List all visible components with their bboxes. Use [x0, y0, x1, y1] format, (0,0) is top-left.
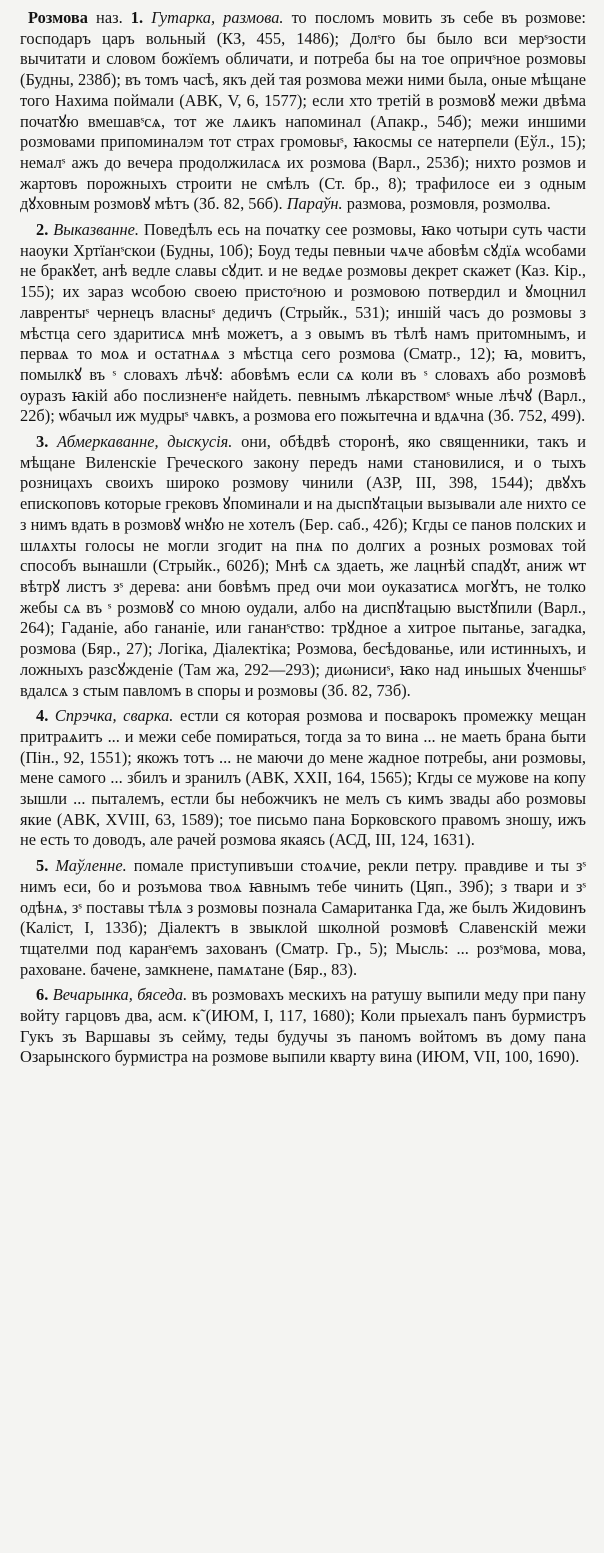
sense-number: 2.: [36, 220, 49, 240]
sense-gloss: Маўленне.: [55, 856, 127, 876]
sense-gloss: Гутарка, размова.: [151, 8, 284, 27]
sense-text: естли ся которая розмова и посварокъ промежку мещан притраѧитъ ... и межи себе помираться, тогда за то вина ... не маеть брана быти (Пін., 92, 1551); якожъ тотъ ... не маючи до мене жадное потребы, ани розмовы, мене самого ... збилъ и зранилъ (АВК, XXII, 164, 1565); Кгды се мужове на копу зышли ... пыталемъ, естли бы небожчикъ не мелъ съ кимъ звады або розмовы якие (АВК, XVIII, 63, 1589); тое письмо пана Борковского правомъ зношу, ижъ не есть то доводъ, але рачей розмова якаясь (АСД, III, 124, 1631).: [20, 706, 586, 850]
sense-3: [20, 432, 586, 701]
sense-5: [20, 856, 586, 980]
sense-gloss: Абмеркаванне, дыскусія.: [56, 432, 233, 452]
sense-text: они, обѣдвѣ сторонѣ, яко священники, такъ и мѣщане Виленскіе Греческого закону передъ нами становилися, и о тыхъ розницахъ своихъ широко розмову чинили (АЗР, III, 398, 1544); двꙋхъ епископовъ которые грековъ ꙋпоминали и на дыспꙋтацыи вызывали але нихто се з нимъ вдать в розмовꙋ ѡнꙋю не хотелъ (Бер. саб., 42б); Кгды се панов полских и шлѧхты голосы не могли згодит на пнѧ по долгих а розных розмовах той способъ вынашли (Стрыйк., 602б); Мнѣ сѧ здаеть, же лацнѣй спадꙋт, аниж ѡт вѣтрꙋ листъ зˢ дерева: ани бовѣмъ пред очи мои оуказатисѧ могꙋтъ, не толко жебы сѧ въ ˢ розмовꙋ со мною оудали, албо на диспꙋтацыю выстꙋпили (Варл., 264); Гаданіе, або гананіе, или гананˢство: трꙋдное а хитрое пытанье, загадка, розмова (Бяр., 27); Логіка, Діалектіка; Розмова, бесѣдованье, или истинныхъ, и ложныхъ разсꙋжденіе (Там жа, 292—293); диωнисиˢ, ꙗко над иньшых ꙋченшыˢ вдалсѧ з стым павломъ в споры и розмовы (Зб. 82, 73б).: [20, 432, 586, 700]
sense-6: [20, 985, 586, 1068]
sense-text: то посломъ мовить зъ себе въ розмове: господаръ царъ вольный (КЗ, 455, 1486); Долˢго бы было вси мерˢзости вычитати и словом божїемъ обличати, и потреба бы на тое опричˢное розмовы (Будны, 238б); въ томъ часѣ, якъ дей тая розмова межи ними была, оные мѣщане того Нахима поймали (АВК, V, 6, 1577); если хто третій в розмовꙋ межи двѣма початꙋю вмешавˢсѧ, тот же лѧикъ напоминал (Апакр., 54б); межи иншими розмовами припоминалэм тот страх громовыˢ, ꙗкосмы се натерпели (Еўл., 15); немалˢ ажъ до вечера продолжиласѧ их розмова (Варл., 253б); нихто розмов и жартовъ порожныхъ строити не смѣлъ (Ст. бр., 8); трафилосе еи з одным дꙋховным розмовꙋ мѣтъ (Зб. 82, 56б).: [20, 8, 586, 214]
sense-gloss: Спрэчка, сварка.: [54, 706, 174, 726]
sense-number: 5.: [36, 856, 49, 876]
sense-text: помале приступивъши стоѧчие, рекли петру. правдиве и ты зˢ нимъ еси, бо и розъмова твоѧ ꙗвнымъ тебе чинить (Цяп., 39б); з твари и зˢ одѣнѧ, зˢ поставы тѣлѧ з розмовы познала Самаританка Гда, же былъ Жидовинъ (Каліст, I, 133б); Діалектъ в звыклой школной розмовѣ Славенскій межи тщателми под каранˢемъ захованъ (Сматр. Гр., 5); Мысль: ... розˢмова, мова, раховане. бачене, замкнене, памѧтане (Бяр., 83).: [20, 856, 586, 979]
paraun-label: Параўн.: [286, 194, 343, 214]
sense-gloss: Вечарынка, бяседа.: [52, 985, 188, 1005]
sense-number: 1.: [130, 8, 144, 27]
sense-4: [20, 706, 586, 851]
entry-headword: Розмова: [28, 8, 88, 27]
sense-number: 6.: [36, 985, 49, 1005]
sense-text: Поведѣлъ есь на початку сее розмовы, ꙗко чотыри суть части наоуки Хртїанˢскои (Будны, 10б); Боуд теды певныи чѧче абовѣм сꙋдїѧ ѡсобами не бракꙋет, анѣ ведле славы сꙋдит. и не ведѧе розмовы декрет скажет (Каз. Кір., 155); их зараз ѡсобою своею пристоˢною и розмовою потвердил и ꙋмоцнил лаврентыˢ чернецъ власныˢ дедичъ (Стрыйк., 531); иншій часъ до розмовы з мѣстца сего здаритисѧ мнѣ можетъ, а з овымъ въ тѣлѣ намъ притомнымъ, и перваѧ то моѧ и остатнѧѧ з мѣстца сего розмова (Сматр., 12); ꙗ, мовитъ, помылкꙋ въ ˢ словахъ лѣчꙋ: абовѣмъ если сѧ коли въ ˢ словахъ або розмовѣ оуразъ ꙗкій або послизненˢе найдеть. певнымъ лѣкарствомˢ ѡные лѣчꙋ (Варл., 22б); ѡбачыл иж мудрыˢ чѧвкъ, а розмова его пожытечна и вдѧчна (Зб. 752, 499).: [20, 220, 586, 426]
entry-grammar: наз.: [96, 8, 123, 27]
paraun-text: размова, розмовля, розмолва.: [346, 194, 551, 214]
sense-text: въ розмовахъ мескихъ на ратушу выпили меду при пану войту гарцовъ два, асм. к̃ (ИЮМ, I, 117, 1680); Коли прыехалъ панъ бурмистръ Гукъ зъ Варшавы зъ сейму, теды будучы зъ паномъ войтомъ въ дому пана Озарынского бурмистра на розмове выпили кварту вина (ИЮМ, VII, 100, 1690).: [20, 985, 586, 1067]
dictionary-entry: [20, 8, 586, 1068]
sense-gloss: Выказванне.: [53, 220, 139, 240]
sense-number: 3.: [36, 432, 49, 452]
sense-number: 4.: [36, 706, 49, 726]
sense-1: [20, 8, 586, 215]
sense-2: [20, 220, 586, 427]
